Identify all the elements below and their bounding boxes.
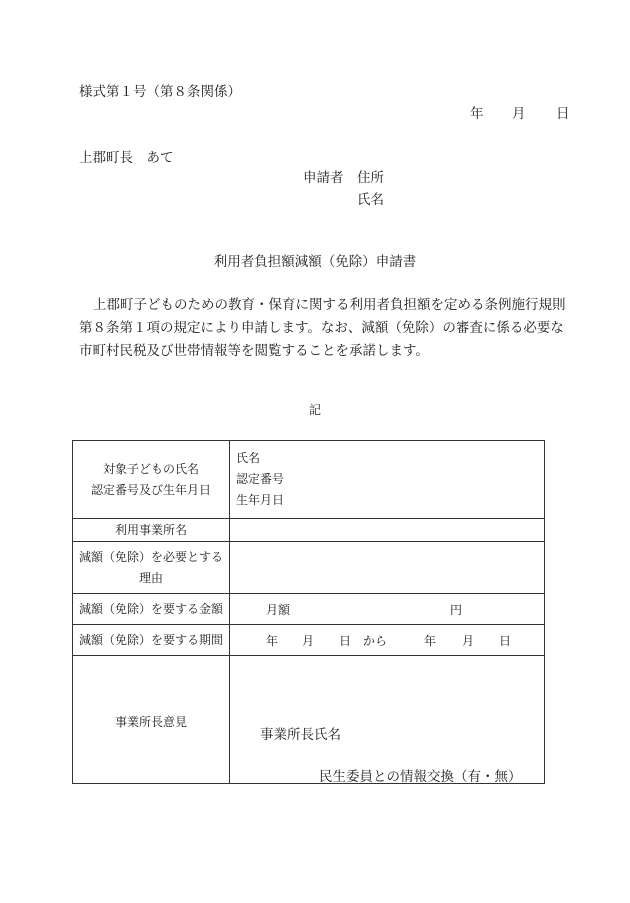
reason-field[interactable] <box>230 542 545 594</box>
period-day1: 日 <box>339 634 352 648</box>
period-field[interactable] <box>230 625 545 656</box>
row-opinion <box>73 656 545 784</box>
director-name: 事業所長氏名 <box>260 727 341 743</box>
period-month1: 月 <box>302 634 315 648</box>
child-info-cell[interactable] <box>230 441 545 519</box>
period-label: 減額（免除）を要する期間 <box>73 625 230 656</box>
row-facility <box>73 519 545 542</box>
period-year1: 年 <box>266 634 279 648</box>
reason-label-cell <box>73 542 230 594</box>
ki-heading: 記 <box>308 403 321 417</box>
date-day: 日 <box>556 106 570 122</box>
child-name-field: 氏名 <box>236 451 261 465</box>
amount-yen: 円 <box>450 603 463 617</box>
document-body: 上郡町子どものための教育・保育に関する利用者負担額を定める条例施行規則第８条第１項の規定により申請します。なお、減額（免除）の審査に係る必要な市町村民税及び世帯情報等を閲覧することを承諾します。 <box>79 297 566 359</box>
facility-label: 利用事業所名 <box>73 519 230 542</box>
child-birth-field: 生年月日 <box>236 493 285 507</box>
date-line <box>470 102 570 122</box>
applicant-address: 住所 <box>357 170 384 186</box>
period-from: から <box>363 634 388 648</box>
addressee: 上郡町長 あて <box>79 150 174 166</box>
facility-field[interactable] <box>230 519 545 542</box>
period-day2: 日 <box>499 634 512 648</box>
opinion-label: 事業所長意見 <box>73 656 230 784</box>
info-exchange: 民生委員との情報交換（有・無） <box>319 769 522 785</box>
date-month: 月 <box>512 106 526 122</box>
amount-label: 減額（免除）を要する金額 <box>73 594 230 625</box>
applicant-name: 氏名 <box>357 192 384 208</box>
row-reason <box>73 542 545 594</box>
period-year2: 年 <box>424 634 437 648</box>
document-title: 利用者負担額減額（免除）申請書 <box>213 254 417 270</box>
child-label-line1: 対象子どもの氏名 <box>102 461 199 476</box>
row-amount <box>73 594 545 625</box>
child-label-line2: 認定番号及び生年月日 <box>90 482 211 497</box>
reason-label-line1: 減額（免除）を必要とする <box>78 549 223 564</box>
opinion-field[interactable] <box>230 656 545 784</box>
row-child <box>73 441 545 519</box>
date-year: 年 <box>470 106 484 122</box>
reason-label-line2: 理由 <box>138 570 163 585</box>
row-period <box>73 625 545 656</box>
form-number: 様式第１号（第８条関係） <box>79 84 241 100</box>
application-table <box>72 440 545 784</box>
child-label-cell <box>73 441 230 519</box>
period-month2: 月 <box>462 634 475 648</box>
applicant-label: 申請者 <box>303 170 344 186</box>
amount-monthly: 月額 <box>266 603 291 617</box>
child-cert-field: 認定番号 <box>236 472 285 486</box>
amount-field[interactable] <box>230 594 545 625</box>
